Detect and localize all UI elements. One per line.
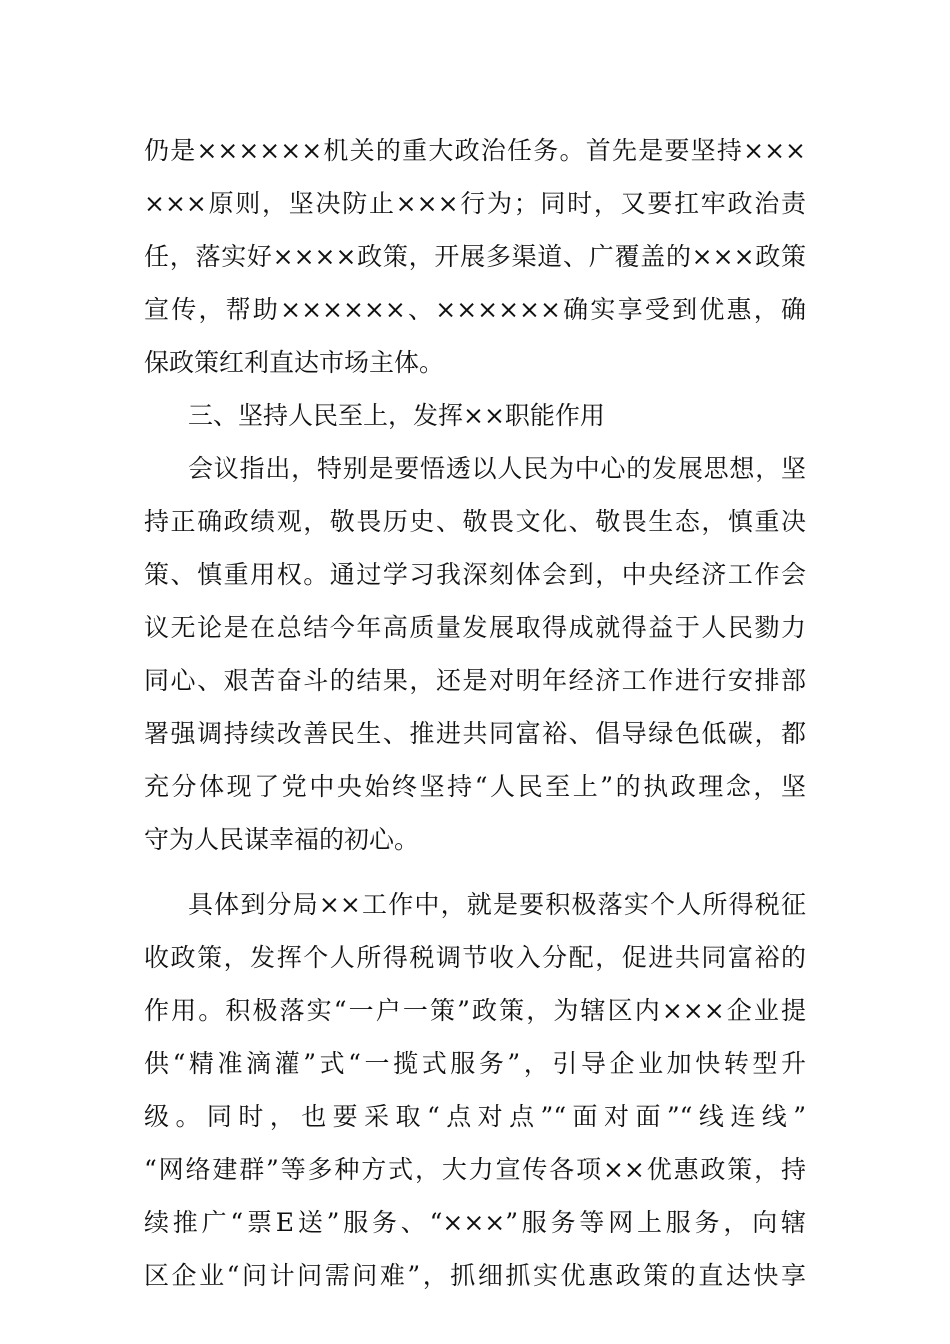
text-line: 充分体现了党中央始终坚持“人民至上”的执政理念，坚 bbox=[144, 772, 806, 801]
text-line: 区企业“问计问需问难”，抓细抓实优惠政策的直达快享 bbox=[144, 1261, 806, 1290]
text-line: 宣传，帮助××××××、××××××确实享受到优惠，确 bbox=[144, 295, 806, 324]
paragraph-1 bbox=[144, 124, 806, 389]
text-line: 任，落实好××××政策，开展多渠道、广覆盖的×××政策 bbox=[144, 242, 806, 271]
text-line: 作用。积极落实“一户一策”政策，为辖区内×××企业提 bbox=[144, 996, 806, 1025]
text-line: 会议指出，特别是要悟透以人民为中心的发展思想，坚 bbox=[188, 454, 806, 483]
text-line: 具体到分局××工作中，就是要积极落实个人所得税征 bbox=[188, 890, 806, 919]
paragraph-3 bbox=[144, 878, 806, 1302]
heading-line: 三、坚持人民至上，发挥××职能作用 bbox=[188, 401, 605, 430]
text-line: ×××原则，坚决防止×××行为；同时，又要扛牢政治责 bbox=[144, 189, 806, 218]
text-line: 收政策，发挥个人所得税调节收入分配，促进共同富裕的 bbox=[144, 943, 806, 972]
text-line: 级。同时，也要采取“点对点”“面对面”“线连线” bbox=[144, 1102, 806, 1131]
text-line: 守为人民谋幸福的初心。 bbox=[144, 825, 420, 854]
text-line: 持正确政绩观，敬畏历史、敬畏文化、敬畏生态，慎重决 bbox=[144, 507, 806, 536]
text-line: 续推广“票E送”服务、“×××”服务等网上服务，向辖 bbox=[144, 1208, 806, 1237]
text-line: 仍是××××××机关的重大政治任务。首先是要坚持××× bbox=[144, 136, 806, 165]
text-line: 署强调持续改善民生、推进共同富裕、倡导绿色低碳，都 bbox=[144, 719, 806, 748]
text-line: “网络建群”等多种方式，大力宣传各项××优惠政策，持 bbox=[144, 1155, 806, 1184]
paragraph-spacer bbox=[144, 866, 806, 878]
text-line: 同心、艰苦奋斗的结果，还是对明年经济工作进行安排部 bbox=[144, 666, 806, 695]
section-heading bbox=[144, 389, 806, 442]
text-line: 策、慎重用权。通过学习我深刻体会到，中央经济工作会 bbox=[144, 560, 806, 589]
paragraph-2 bbox=[144, 442, 806, 866]
text-line: 供“精准滴灌”式“一揽式服务”，引导企业加快转型升 bbox=[144, 1049, 806, 1078]
text-line: 议无论是在总结今年高质量发展取得成就得益于人民勠力 bbox=[144, 613, 806, 642]
text-line: 保政策红利直达市场主体。 bbox=[144, 348, 445, 377]
document-body bbox=[144, 124, 806, 1302]
